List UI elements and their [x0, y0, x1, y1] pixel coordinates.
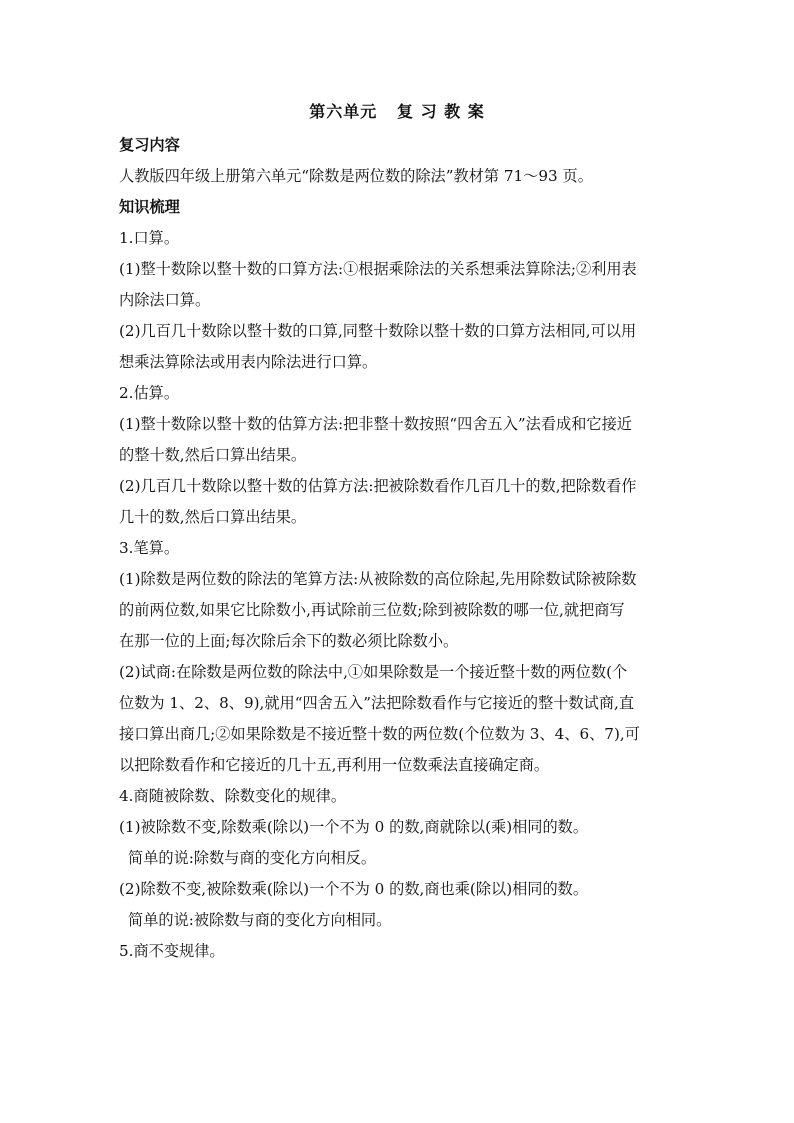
- paragraph-line: (2)除数不变,被除数乘(除以)一个不为 0 的数,商也乘(除以)相同的数。: [119, 880, 589, 898]
- paragraph-line: (2)试商:在除数是两位数的除法中,①如果除数是一个接近整十数的两位数(个: [119, 663, 628, 681]
- paragraph-line: 的整十数,然后口算出结果。: [119, 446, 307, 464]
- list-item-heading: 3.笔算。: [119, 539, 180, 557]
- section-heading-review-content: 复习内容: [119, 136, 180, 154]
- paragraph-line: 人教版四年级上册第六单元“除数是两位数的除法”教材第 71～93 页。: [119, 167, 593, 185]
- paragraph-line: 的前两位数,如果它比除数小,再试除前三位数;除到被除数的哪一位,就把商写: [119, 601, 625, 619]
- paragraph-line: (1)整十数除以整十数的估算方法:把非整十数按照“四舍五入”法看成和它接近: [119, 415, 632, 433]
- paragraph-line: 内除法口算。: [119, 291, 211, 309]
- list-item-heading: 4.商随被除数、除数变化的规律。: [119, 787, 347, 805]
- paragraph-line: 位数为 1、2、8、9),就用“四舍五入”法把除数看作与它接近的整十数试商,直: [119, 694, 635, 712]
- paragraph-line: (1)整十数除以整十数的口算方法:①根据乘除法的关系想乘法算除法;②利用表: [119, 260, 637, 278]
- paragraph-line: (2)几百几十数除以整十数的口算,同整十数除以整十数的口算方法相同,可以用: [119, 322, 637, 340]
- document-title: 第六单元 复 习 教 案: [309, 102, 485, 121]
- paragraph-line: 以把除数看作和它接近的几十五,再利用一位数乘法直接确定商。: [119, 756, 550, 774]
- list-item-heading: 2.估算。: [119, 384, 180, 402]
- list-item-heading: 5.商不变规律。: [119, 942, 225, 960]
- paragraph-line: 想乘法算除法或用表内除法进行口算。: [119, 353, 378, 371]
- section-heading-knowledge: 知识梳理: [119, 198, 180, 216]
- document-body: [119, 130, 679, 967]
- paragraph-line: 在那一位的上面;每次除后余下的数必须比除数小。: [119, 632, 459, 650]
- paragraph-line: 接口算出商几;②如果除数是不接近整十数的两位数(个位数为 3、4、6、7),可: [119, 725, 640, 743]
- paragraph-line-indented: 简单的说:除数与商的变化方向相反。: [128, 849, 377, 867]
- list-item-heading: 1.口算。: [119, 229, 180, 247]
- paragraph-line-indented: 简单的说:被除数与商的变化方向相同。: [128, 911, 392, 929]
- paragraph-line: (2)几百几十数除以整十数的估算方法:把被除数看作几百几十的数,把除数看作: [119, 477, 637, 495]
- paragraph-line: 几十的数,然后口算出结果。: [119, 508, 307, 526]
- paragraph-line: (1)除数是两位数的除法的笔算方法:从被除数的高位除起,先用除数试除被除数: [119, 570, 637, 588]
- paragraph-line: (1)被除数不变,除数乘(除以)一个不为 0 的数,商就除以(乘)相同的数。: [119, 818, 589, 836]
